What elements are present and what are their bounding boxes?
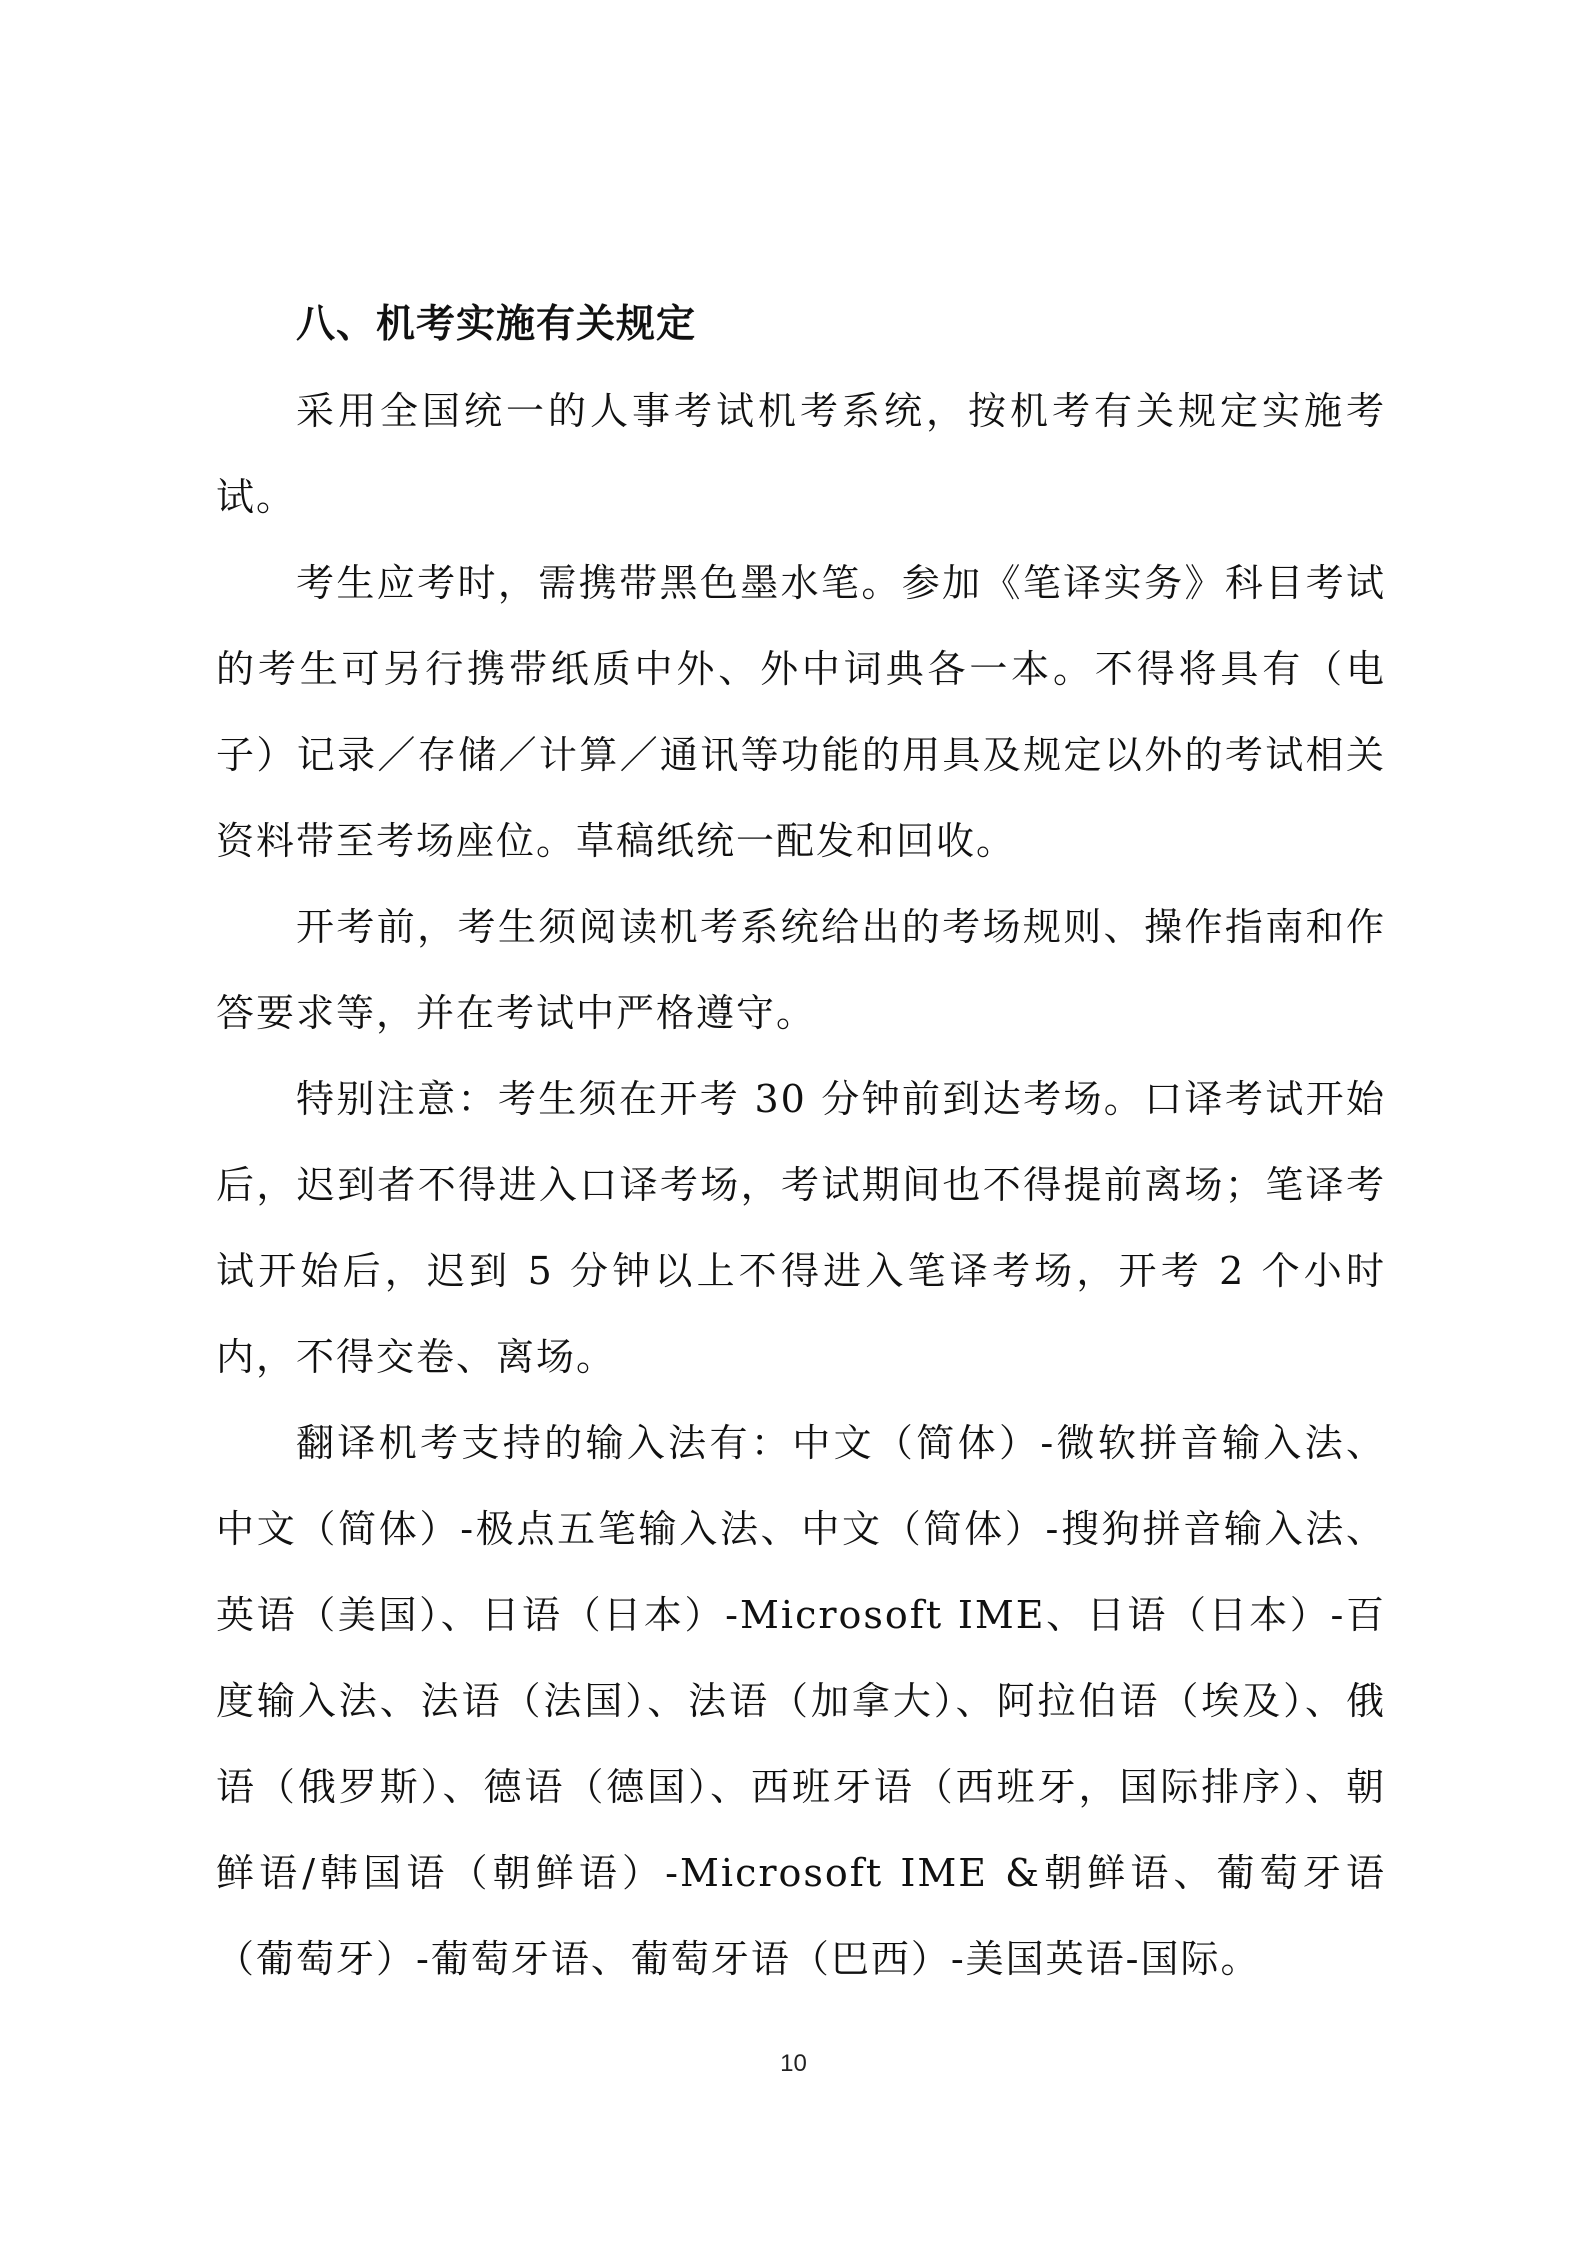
paragraph-allowed-items: 考生应考时，需携带黑色墨水笔。参加《笔译实务》科目考试的考生可另行携带纸质中外、外中词典各一本。不得将具有（电子）记录／存储／计算／通讯等功能的用具及规定以外的考试相关资料带至考场座位。草稿纸统一配发和回收。 (216, 561, 1386, 863)
paragraph-input-methods: 翻译机考支持的输入法有：中文（简体）-微软拼音输入法、中文（简体）-极点五笔输入法、中文（简体）-搜狗拼音输入法、英语（美国）、日语（日本）-Microsoft IME、日语（日本）-百度输入法、法语（法国）、法语（加拿大）、阿拉伯语（埃及）、俄语（俄罗斯）、德语（德国）、西班牙语（西班牙，国际排序）、朝鲜语/韩国语（朝鲜语）-Microsoft IME &朝鲜语、葡萄牙语（葡萄牙）-葡萄牙语、葡萄牙语（巴西）-美国英语-国际。 (216, 1421, 1386, 1981)
paragraph-pre-exam-reading: 开考前，考生须阅读机考系统给出的考场规则、操作指南和作答要求等，并在考试中严格遵守。 (216, 905, 1386, 1035)
section-heading: 八、机考实施有关规定 (296, 302, 697, 347)
page-number: 10 (780, 2050, 807, 2077)
paragraph-exam-system: 采用全国统一的人事考试机考系统，按机考有关规定实施考试。 (216, 389, 1386, 519)
page-content (216, 282, 1386, 2002)
paragraph-special-notice: 特别注意：考生须在开考 30 分钟前到达考场。口译考试开始后，迟到者不得进入口译考场，考试期间也不得提前离场；笔译考试开始后，迟到 5 分钟以上不得进入笔译考场，开考 2 个小时内，不得交卷、离场。 (216, 1077, 1386, 1379)
